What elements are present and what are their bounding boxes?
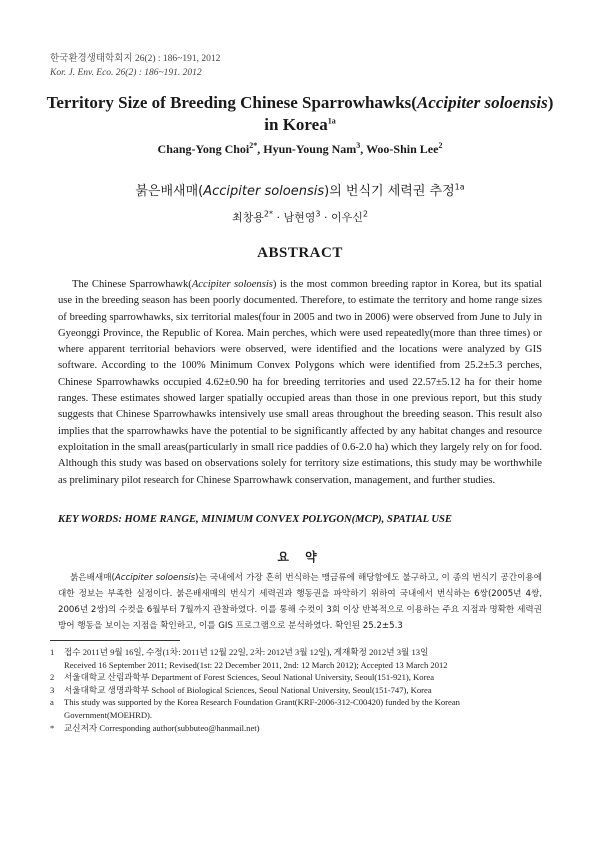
author-affiliation: 3 (356, 141, 361, 150)
footnote-mark: * (50, 722, 55, 733)
korean-summary-body (58, 570, 542, 634)
footnote-text: 접수 2011년 9월 16일, 수정(1차: 2011년 12월 22일, 2차: 2012년 3월 12일), 게재확정 2012년 3월 13일 (64, 647, 429, 657)
author-name: Hyun-Young Nam (263, 142, 357, 156)
author-list (40, 142, 560, 157)
korean-author-list (40, 209, 560, 225)
title-superscript: 1a (327, 116, 336, 126)
korean-author-separator: · (320, 211, 331, 224)
author-separator: , (257, 142, 264, 156)
footnote-mark: 2 (50, 672, 55, 683)
korean-title-species: Accipiter soloensis (203, 184, 325, 199)
title-line2: in Korea (264, 115, 328, 134)
journal-citation-korean: 한국환경생태학회지 26(2) : 186~191, 2012 (50, 54, 221, 64)
keywords: KEY WORDS: HOME RANGE, MINIMUM CONVEX POLYGON(MCP), SPATIAL USE (58, 514, 452, 525)
korean-author-name: 남현영 (283, 211, 316, 224)
korean-summary-start: 붉은배새매( (70, 573, 115, 583)
author-separator: , (360, 142, 367, 156)
author-affiliation: 2* (249, 141, 258, 150)
author-name: Chang-Yong Choi (157, 142, 250, 156)
korean-title-prefix: 붉은배새매( (135, 184, 204, 199)
footnote-divider (50, 640, 180, 641)
footnotes (50, 646, 550, 734)
paper-title (40, 92, 560, 136)
abstract-text-rest: ) is the most common breeding raptor in Korea, but its spatial use in the breeding season has been poorly documented. Therefore, to estimate the territory and home range sizes of breeding sparrowhawks, six territorial males(four in 2005 and two in 2006) were observed from June to July in Gyeonggi Province, the Republic of Korea. Main perches, which were used repeatedly(more than three times) or where apparent territorial behaviors were observed, were identified and the locations were analyzed by GIS software. According to the 100% Minimum Convex Polygons which were identified from 25.2±5.3 perches, Chinese Sparrowhawks occupied 4.62±0.90 ha for breeding territories and used 22.57±5.12 ha for their home ranges. These estimates showed larger spatially occupied areas than those in one previous report, but this study suggests that Chinese Sparrowhawks intensively use small areas throughout the breeding season. This result also implies that the sparrowhawks have the potential to be significantly affected by any habitat changes and resource exploitation in the small areas(particularly in small rice paddies of 0.6-2.0 ha) which they largely rely on for food. Although this study was based on observations solely for territory size estimations, this study may be worthwhile as preliminary pilot research for Chinese Sparrowhawk conservation, management, and further studies. (58, 279, 543, 486)
footnote-mark: 1 (50, 647, 55, 657)
korean-author-affiliation: 2* (263, 209, 273, 219)
korean-title (40, 180, 560, 199)
abstract-species: Accipiter soloensis (191, 279, 273, 290)
footnote-text: 교신저자 Corresponding author(subbuteo@hanmail.net) (64, 722, 260, 733)
footnote-text: 서울대학교 산림과학부 Department of Forest Sciences, Seoul National University, Seoul(151-921), Korea (64, 672, 435, 683)
footnote (50, 671, 550, 684)
korean-summary-species: Accipiter soloensis (114, 573, 196, 583)
footnote-text: 서울대학교 생명과학부 School of Biological Sciences, Seoul National University, Seoul(151-747), Korea (64, 684, 432, 695)
footnote (50, 696, 550, 721)
korean-author-name: 최창용 (232, 211, 264, 224)
footnote-text-english: Received 16 September 2011; Revised(1st: 22 December 2011, 2nd: 12 March 2012); Accepted 13 March 2012 (64, 659, 448, 670)
abstract-text-start: The Chinese Sparrowhawk( (72, 279, 192, 290)
korean-author-affiliation: 2 (362, 209, 368, 219)
journal-citation-english: Kor. J. Env. Eco. 26(2) : 186~191. 2012 (50, 68, 202, 78)
korean-summary-heading: 요 약 (277, 550, 323, 564)
title-paren: ) (547, 93, 554, 112)
author-name: Woo-Shin Lee (366, 142, 439, 156)
footnote-text: This study was supported by the Korea Research Foundation Grant(KRF-2006-312-C00420) funded by the Korean Government(MOEHRD). (64, 697, 460, 720)
journal-header (50, 52, 220, 80)
author-affiliation: 2 (438, 141, 443, 150)
korean-summary-rest: )는 국내에서 가장 흔히 번식하는 맹금류에 해당함에도 불구하고, 이 종의 번식기 공간이용에 대한 정보는 부족한 실정이다. 붉은배새매의 번식기 세력권과 행동권을 파악하기 위하여 국내에서 번식하는 6쌍(2005년 4쌍, 2006년 2쌍)의 수컷을 6월부터 7월까지 관찰하였다. 이를 통해 수컷이 3회 이상 반복적으로 이용하는 주요 지점과 명확한 세력권 방어 행동을 보이는 지점을 확인하고, 이를 GIS 프로그램으로 분석하였다. 확인된 25.2±5.3 (58, 573, 542, 631)
korean-title-superscript: 1a (454, 182, 465, 192)
korean-author-name: 이우신 (330, 211, 363, 224)
korean-title-suffix: )의 번식기 세력권 추정 (324, 184, 455, 199)
footnote-mark: 3 (50, 684, 55, 695)
footnote (50, 722, 550, 735)
title-text: Territory Size of Breeding Chinese Sparrowhawks( (46, 93, 417, 112)
korean-author-affiliation: 3 (315, 209, 321, 219)
title-species: Accipiter soloensis (416, 93, 548, 112)
footnote (50, 646, 550, 671)
footnote (50, 684, 550, 697)
korean-author-separator: · (273, 211, 284, 224)
abstract-body (58, 277, 542, 489)
footnote-mark: a (50, 697, 54, 708)
abstract-heading: ABSTRACT (257, 245, 343, 261)
